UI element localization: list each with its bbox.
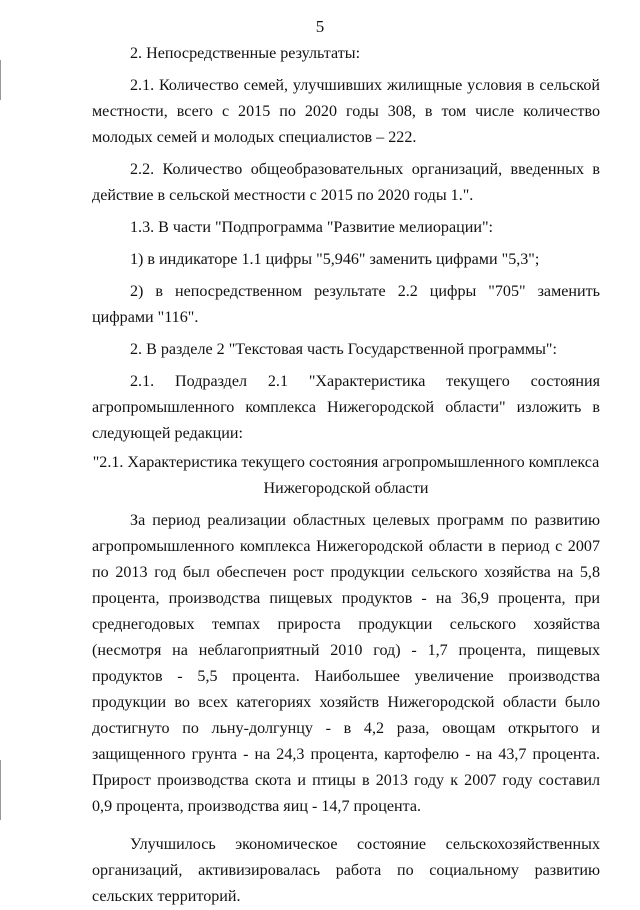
document-body <box>92 41 600 910</box>
paragraph-period-results: За период реализации областных целевых программ по развитию агропромышленного комплекса Нижегородской области в период с 2007 по 2013 год был обеспечен рост продукции сельского хозяйства на 5,8 процента, производства пищевых продуктов - на 36,9 процента, при среднегодовых темпах прироста продукции сельского хозяйства (несмотря на неблагоприятный 2010 год) - 1,7 процента, пищевых продуктов - 5,5 процента. Наибольшее увеличение производства продукции во всех категориях хозяйств Нижегородской области было достигнуто по льну-долгунцу - в 4,2 раза, овощам открытого и защищенного грунта - на 24,3 процента, картофелю - на 43,7 процента. Прирост производства скота и птицы в 2013 году к 2007 году составил 0,9 процента, производства яиц - 14,7 процента. <box>92 512 600 815</box>
paragraph-1-3-melioration: 1.3. В части "Подпрограмма "Развитие мелиорации": <box>130 219 493 236</box>
paragraph-subsection-2-1: 2.1. Подраздел 2.1 "Характеристика текущего состояния агропромышленного комплекса Нижегородской области" изложить в следующей редакции: <box>92 373 600 442</box>
paragraph-2-1-families: 2.1. Количество семей, улучшивших жилищные условия в сельской местности, всего с 2015 по 2020 годы 308, в том числе количество молодых семей и молодых специалистов – 222. <box>92 77 600 146</box>
scan-margin-line <box>0 60 1 100</box>
page-number: 5 <box>315 17 325 36</box>
scan-margin-line <box>0 760 1 820</box>
paragraph-result-change: 2) в непосредственном результате 2.2 цифры "705" заменить цифрами "116". <box>92 283 600 326</box>
paragraph-section-2: 2. В разделе 2 "Текстовая часть Государственной программы": <box>130 341 557 358</box>
paragraph-economic-state: Улучшилось экономическое состояние сельскохозяйственных организаций, активизировалась работа по социальному развитию сельских территорий. <box>92 836 600 905</box>
section-heading: "2.1. Характеристика текущего состояния агропромышленного комплекса Нижегородской области <box>92 454 600 497</box>
paragraph-direct-results: 2. Непосредственные результаты: <box>130 45 361 62</box>
paragraph-indicator-change: 1) в индикаторе 1.1 цифры "5,946" заменить цифрами "5,3"; <box>130 251 540 268</box>
paragraph-2-2-schools: 2.2. Количество общеобразовательных организаций, введенных в действие в сельской местности с 2015 по 2020 годы 1.". <box>92 161 600 204</box>
